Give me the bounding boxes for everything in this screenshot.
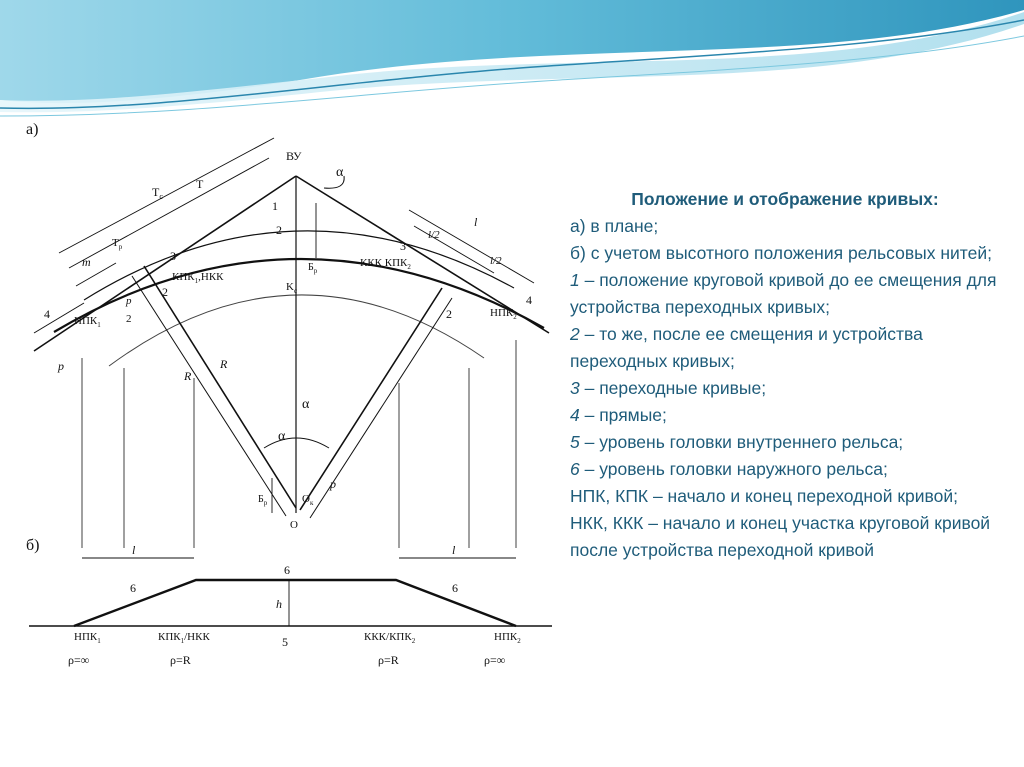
curve-2-label-right: 2 xyxy=(446,307,452,321)
t-label: T xyxy=(196,177,204,191)
b-npk1-label: $НПК_1$ xyxy=(74,631,101,645)
caption-panel xyxy=(570,186,1000,564)
alpha-label-mid: α xyxy=(302,397,310,412)
caption-item xyxy=(570,510,1000,564)
b-kkk-label: ККК/$КПК_2$ xyxy=(364,631,416,645)
bp-label-low: $Б_р$ xyxy=(258,494,268,507)
caption-item-number: 2 xyxy=(570,324,580,344)
caption-item-text: – то же, после ее смещения и устройства переходных кривых; xyxy=(570,324,923,371)
transition-3-label-right: 3 xyxy=(400,239,406,253)
caption-item xyxy=(570,429,1000,456)
panel-a-label: а) xyxy=(26,121,39,138)
caption-item-text: – положение круговой кривой до ее смещения для устройства переходных кривых; xyxy=(570,270,997,317)
tc-label: $T_c$ xyxy=(152,185,163,201)
p-half-numerator: p xyxy=(126,295,132,307)
caption-item-number: 6 xyxy=(570,459,580,479)
caption-item xyxy=(570,402,1000,429)
tp-label: $T_p$ xyxy=(112,237,123,251)
caption-item-text: а) в плане; xyxy=(570,216,659,236)
bp-label-top: $Б_р$ xyxy=(308,262,318,275)
vu-label: ВУ xyxy=(286,149,302,163)
b-npk2-label: $НПК_2$ xyxy=(494,631,521,645)
caption-item xyxy=(570,321,1000,375)
alpha-label-low: α xyxy=(278,429,286,444)
header-wave-banner xyxy=(0,0,1024,120)
caption-item-text: – прямые; xyxy=(579,405,667,425)
curve-2-label-left: 2 xyxy=(162,285,168,299)
six-label-right: 6 xyxy=(452,581,458,595)
caption-item xyxy=(570,267,1000,321)
kkk-kpk2-label: ККК $КПК_2$ xyxy=(360,257,411,271)
caption-item-text: – переходные кривые; xyxy=(579,378,767,398)
caption-item xyxy=(570,456,1000,483)
caption-item xyxy=(570,375,1000,402)
caption-item-text: б) с учетом высотного положения рельсовых нитей; xyxy=(570,243,992,263)
alpha-label-top: α xyxy=(336,165,344,180)
ok-label: $O_к$ xyxy=(302,493,314,507)
rho-r-left: ρ=R xyxy=(170,653,191,667)
caption-title: Положение и отображение кривых: xyxy=(631,189,939,209)
l-label-top: l xyxy=(474,215,478,229)
kc-label: $K_c$ xyxy=(286,281,298,295)
l-half-label-b: l/2 xyxy=(490,255,502,267)
caption-item-number: 5 xyxy=(570,432,580,452)
caption-item-text: НПК, КПК – начало и конец переходной кривой; xyxy=(570,486,958,506)
caption-item xyxy=(570,240,1000,267)
caption-item-number: 1 xyxy=(570,270,580,290)
m-label: m xyxy=(82,255,91,269)
curve-1-label: 1 xyxy=(272,199,278,213)
rho-inf-right: ρ=∞ xyxy=(484,653,506,667)
l-label-b-right: l xyxy=(452,543,456,557)
six-label-left: 6 xyxy=(130,581,136,595)
curve-2-label-top: 2 xyxy=(276,223,282,237)
caption-item-text: НКК, ККК – начало и конец участка круговой кривой после устройства переходной кривой xyxy=(570,513,991,560)
caption-item-text: – уровень головки наружного рельса; xyxy=(579,459,888,479)
straight-4-label-left: 4 xyxy=(44,307,50,321)
p-label-left: p xyxy=(58,359,64,373)
r-label-upper: R xyxy=(220,357,228,371)
five-label: 5 xyxy=(282,635,288,649)
caption-item-number: 4 xyxy=(570,405,580,425)
p-half-denominator: 2 xyxy=(126,313,132,325)
panel-b-label: б) xyxy=(26,537,40,554)
transition-3-label-left: 3 xyxy=(170,249,176,263)
six-label-mid: 6 xyxy=(284,563,290,577)
caption-item-number: 3 xyxy=(570,378,580,398)
caption-item xyxy=(570,483,1000,510)
o-label: O xyxy=(290,519,298,531)
rho-r-right: ρ=R xyxy=(378,653,399,667)
r-label-lower: R xyxy=(184,369,192,383)
rho-inf-left: ρ=∞ xyxy=(68,653,90,667)
straight-4-label-right: 4 xyxy=(526,293,532,307)
npk1-label: $НПК_1$ xyxy=(74,315,101,329)
b-kpk1-label: $КПК_1$/НКК xyxy=(158,631,210,645)
caption-item xyxy=(570,213,1000,240)
l-label-b-left: l xyxy=(132,543,136,557)
curve-diagram xyxy=(24,118,556,678)
h-label: h xyxy=(276,597,282,611)
npk2-label: $НПК_2$ xyxy=(490,307,517,321)
kpk1-nkk-label: $КПК_1,НКК$ xyxy=(172,271,224,285)
p-label-right: p xyxy=(330,477,336,491)
caption-item-text: – уровень головки внутреннего рельса; xyxy=(579,432,904,452)
l-half-label-a: l/2 xyxy=(428,229,440,241)
